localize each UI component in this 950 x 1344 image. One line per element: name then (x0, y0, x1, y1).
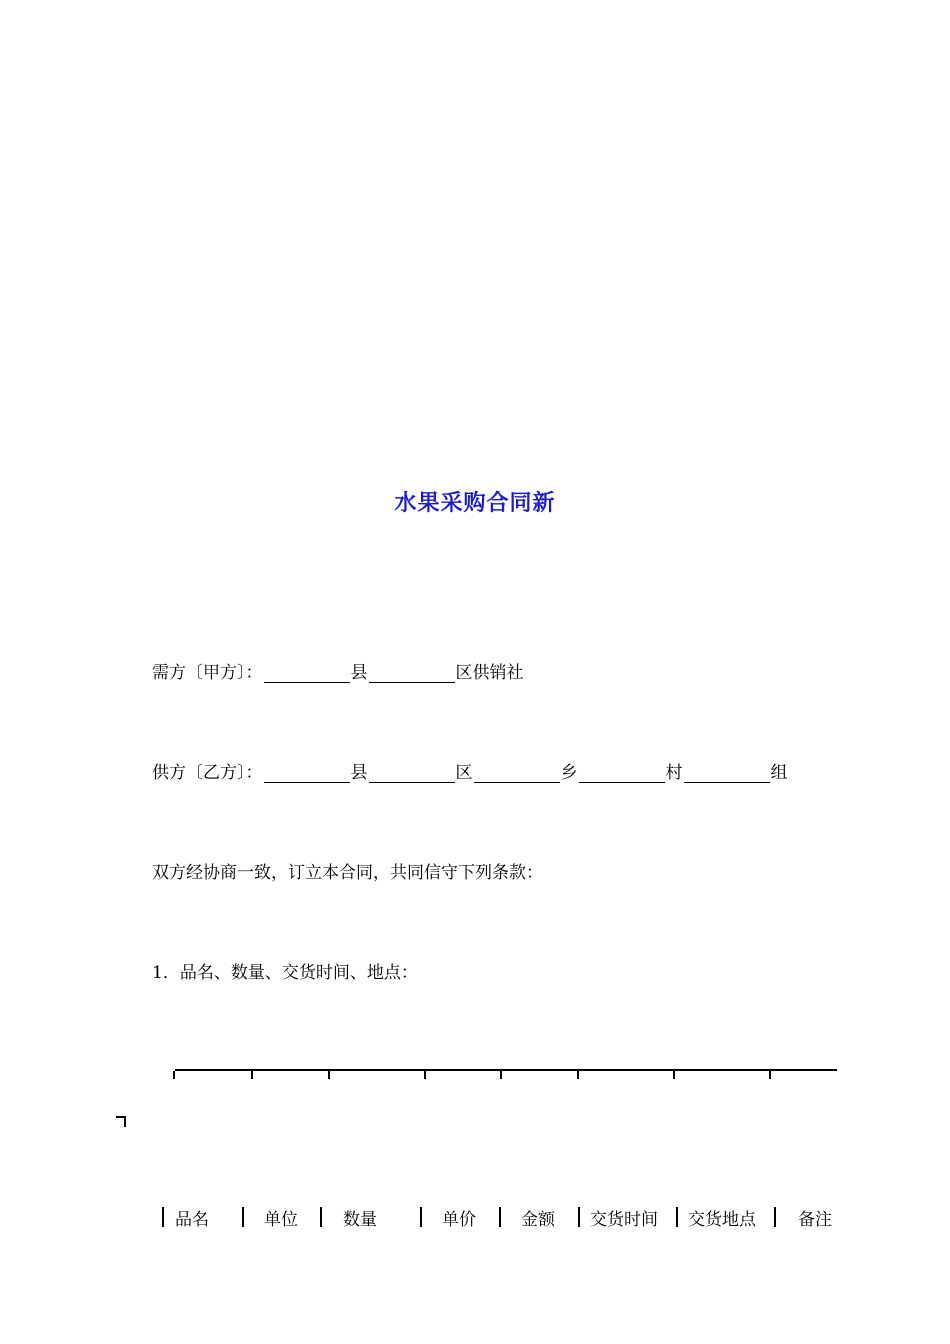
table-tick (328, 1071, 330, 1079)
table-tick (500, 1071, 502, 1079)
blank-field (579, 765, 665, 783)
header-cell-name: 品名 (175, 1210, 209, 1230)
seller-village: 村 (665, 763, 683, 783)
blank-field (369, 765, 455, 783)
buyer-county: 县 (350, 663, 368, 683)
blank-field (684, 765, 770, 783)
agreement-text: 双方经协商一致，订立本合同，共同信守下列条款： (152, 863, 543, 883)
table-tick (577, 1071, 579, 1079)
table-tick (424, 1071, 426, 1079)
header-cell-quantity: 数量 (343, 1210, 377, 1230)
table-divider (499, 1207, 501, 1227)
document-title: 水果采购合同新 (394, 490, 556, 516)
seller-group: 组 (770, 763, 788, 783)
section-1-heading: 1．品名、数量、交货时间、地点： (152, 963, 418, 983)
seller-line (152, 758, 788, 783)
buyer-district: 区供销社 (455, 663, 524, 683)
table-divider (420, 1207, 422, 1227)
seller-label: 供方〔乙方〕： (152, 763, 263, 783)
table-tick (673, 1071, 675, 1079)
header-cell-unit: 单位 (264, 1210, 298, 1230)
seller-district: 区 (455, 763, 473, 783)
blank-field (474, 765, 560, 783)
table-top-border (175, 1069, 837, 1079)
blank-field (369, 665, 455, 683)
buyer-label: 需方〔甲方〕： (152, 663, 263, 683)
header-cell-delivery-place: 交货地点 (688, 1210, 756, 1230)
table-tick (251, 1071, 253, 1079)
table-divider (578, 1207, 580, 1227)
seller-county: 县 (350, 763, 368, 783)
table-tick (769, 1071, 771, 1079)
table-divider (242, 1207, 244, 1227)
header-cell-remarks: 备注 (798, 1210, 832, 1230)
table-divider (162, 1207, 164, 1227)
blank-field (264, 665, 350, 683)
table-tick (173, 1071, 175, 1079)
header-cell-unit-price: 单价 (442, 1210, 476, 1230)
table-divider (320, 1207, 322, 1227)
buyer-line (152, 658, 524, 683)
seller-township: 乡 (560, 763, 578, 783)
table-corner (116, 1116, 126, 1127)
header-cell-delivery-time: 交货时间 (590, 1210, 658, 1230)
table-divider (676, 1207, 678, 1227)
table-divider (774, 1207, 776, 1227)
blank-field (264, 765, 350, 783)
header-cell-amount: 金额 (521, 1210, 555, 1230)
